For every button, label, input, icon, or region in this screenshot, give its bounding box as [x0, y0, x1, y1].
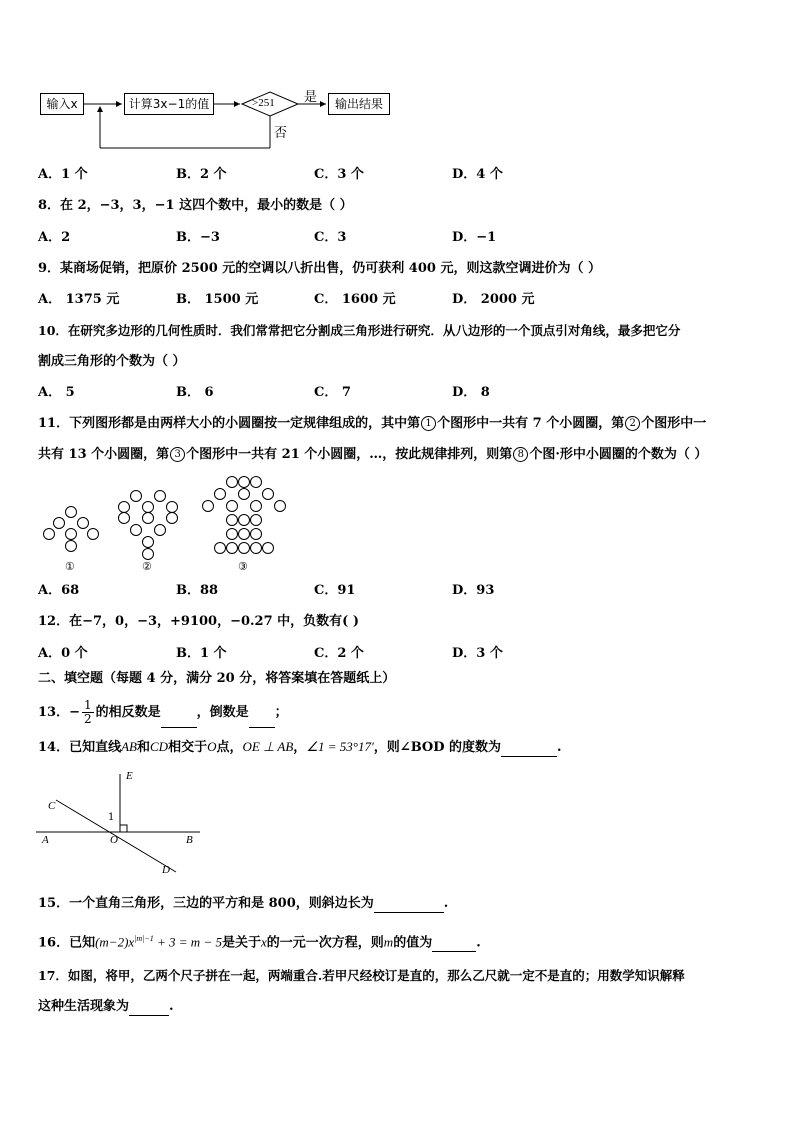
- q16-exponent: |m|−1: [134, 934, 154, 943]
- q11-line2-a: 共有 13 个小圆圈，第: [38, 447, 170, 462]
- q10-option-c: C． 7: [314, 385, 351, 400]
- q16-text-d: 的值为: [393, 935, 433, 951]
- flowchart-input: 输入x: [46, 97, 78, 111]
- q13: [38, 698, 288, 728]
- q14-label-o: O: [110, 834, 118, 846]
- q14-label-e: E: [126, 770, 133, 782]
- q8-option-c: C．3: [314, 230, 347, 245]
- q10-line1: 10．在研究多边形的几何性质时．我们常常把它分割成三角形进行研究．从八边形的一个顶点引对角线，最多把它分: [38, 323, 681, 338]
- q10-line2: 割成三角形的个数为（ ）: [38, 354, 186, 369]
- q14-ab: AB: [121, 739, 137, 754]
- q17-line2: [38, 998, 174, 1016]
- q10-option-b: B． 6: [176, 385, 214, 400]
- q16-text-c: 的一元一次方程，则: [266, 935, 384, 951]
- q14-perp: OE ⊥ AB: [242, 739, 294, 754]
- q8-option-a: A．2: [38, 230, 71, 245]
- q13-blank-2[interactable]: [249, 715, 275, 728]
- q14-text-c: 点，: [216, 740, 243, 755]
- q9-stem: 9．某商场促销，把原价 2500 元的空调以八折出售，仍可获利 400 元，则这款空调进价为（ ）: [38, 261, 601, 276]
- q14-angle: ∠1 = 53°17′: [306, 739, 374, 754]
- q11-circle-pattern-figure: [36, 472, 294, 576]
- q7-option-d: D．4 个: [452, 167, 503, 182]
- q11-line1-b: 个图形中一共有 7 个小圆圈，第: [437, 416, 625, 431]
- q9-option-a: A． 1375 元: [38, 292, 120, 307]
- q11-option-b: B．88: [176, 583, 219, 598]
- q13-fraction: [82, 699, 94, 726]
- flowchart-yes-label: 是: [304, 90, 318, 105]
- q16-expr2: + 3 = m − 5: [153, 934, 222, 950]
- q7-option-b: B．2 个: [176, 167, 227, 182]
- q12-option-b: B．1 个: [176, 646, 227, 661]
- flowchart-output: 输出结果: [334, 97, 383, 111]
- flowchart-output-box: [328, 93, 390, 115]
- q15-end: .: [443, 896, 449, 911]
- q16-expr: (m−2)x: [95, 934, 135, 950]
- q17-end: .: [169, 999, 174, 1014]
- fig-label-1: ①: [65, 560, 75, 573]
- q8-option-d: D．−1: [452, 230, 497, 245]
- circled-number-2: 2: [625, 416, 640, 431]
- q12-option-c: C．2 个: [314, 646, 364, 661]
- q11-option-a: A．68: [38, 583, 80, 598]
- q7-option-a: A．1 个: [38, 167, 88, 182]
- q14-o: O: [207, 739, 217, 754]
- q17-blank[interactable]: [129, 1003, 169, 1016]
- q12-option-d: D．3 个: [452, 646, 503, 661]
- q11-line2-c: 个图·形中小圆圈的个数为（ ）: [529, 447, 708, 462]
- section-2-heading: 二、填空题（每题 4 分，满分 20 分，将答案填在答题纸上）: [38, 671, 396, 686]
- q13-number: 13．: [38, 705, 70, 720]
- q13-frac-den: 2: [84, 712, 92, 726]
- q13-text-c: ；: [274, 705, 288, 720]
- q15-blank[interactable]: [374, 900, 444, 913]
- q11-line1-c: 个图形中一: [641, 416, 707, 431]
- q14-label-b: B: [186, 834, 193, 846]
- flowchart-condition: >251: [252, 97, 275, 109]
- flowchart-compute: 计算3x−1的值: [128, 97, 210, 111]
- q11-line1-a: 11．下列图形都是由两样大小的小圆圈按一定规律组成的，其中第: [38, 416, 421, 431]
- flowchart-input-box: [40, 93, 84, 115]
- q8-option-b: B．−3: [176, 230, 220, 245]
- q16-text-b: 是关于: [221, 935, 261, 951]
- flowchart-compute-box: [124, 93, 214, 115]
- q14-blank[interactable]: [501, 744, 557, 757]
- circled-number-1: 1: [421, 416, 436, 431]
- q15: [38, 895, 448, 913]
- q14-and: 和: [136, 740, 150, 755]
- q9-option-c: C． 1600 元: [314, 292, 396, 307]
- q7-option-c: C．3 个: [314, 167, 364, 182]
- q16-m: m: [383, 934, 394, 950]
- circled-number-3: 3: [170, 447, 185, 462]
- q13-text-a: 的相反数是: [95, 705, 161, 720]
- q11-option-d: D．93: [452, 583, 495, 598]
- q14-text-a: 14．已知直线: [38, 740, 122, 755]
- q11-option-c: C．91: [314, 583, 356, 598]
- q16-x: x: [261, 934, 267, 950]
- q14-text-b: 相交于: [168, 740, 208, 755]
- q14-geometry-figure: [36, 770, 206, 880]
- q10-option-d: D． 8: [452, 385, 490, 400]
- flowchart: [38, 88, 398, 158]
- q13-frac-num: 1: [84, 698, 92, 712]
- q14: 14．已知直线AB和CD相交于O点，OE ⊥ AB，∠1 = 53°17′，则∠BOD 的度数为 .: [38, 739, 562, 755]
- fig-label-3: ③: [238, 560, 248, 573]
- q14-label-d: D: [162, 864, 170, 876]
- q16-text-a: 16．已知: [38, 935, 96, 951]
- q11-line1: [38, 415, 706, 433]
- q10-option-a: A． 5: [38, 385, 75, 400]
- circled-number-8: 8: [513, 447, 528, 462]
- q11-line2: [38, 446, 707, 464]
- q14-lines-svg: [36, 770, 206, 880]
- q16-blank[interactable]: [432, 939, 476, 952]
- q16: [38, 930, 481, 952]
- q13-blank-1[interactable]: [161, 715, 197, 728]
- q11-line2-b: 个图形中一共有 21 个小圆圈，…，按此规律排列，则第: [186, 447, 513, 462]
- q14-label-a: A: [42, 834, 49, 846]
- q17-line1: 17．如图，将甲，乙两个尺子拼在一起，两端重合.若甲尺经校订是直的，那么乙尺就一定不是直的；用数学知识解释: [38, 968, 685, 983]
- q14-text-d: ，则∠BOD 的度数为: [373, 740, 502, 755]
- fig-label-2: ②: [142, 560, 152, 573]
- q15-text: 15．一个直角三角形，三边的平方和是 800，则斜边长为: [38, 896, 374, 911]
- flowchart-no-label: 否: [274, 126, 288, 141]
- q16-end: .: [476, 935, 481, 951]
- q14-cd: CD: [150, 739, 169, 754]
- q17-line2-text: 这种生活现象为: [38, 999, 130, 1014]
- q14-end: .: [557, 740, 562, 755]
- q8-stem: 8．在 2，−3，3，−1 这四个数中，最小的数是（ ）: [38, 198, 353, 213]
- q13-text-b: ，倒数是: [196, 705, 249, 720]
- q14-label-1: 1: [108, 812, 115, 823]
- q12-option-a: A．0 个: [38, 646, 88, 661]
- q13-sign: −: [69, 705, 80, 720]
- q9-option-d: D． 2000 元: [452, 292, 535, 307]
- q9-option-b: B． 1500 元: [176, 292, 259, 307]
- q14-label-c: C: [48, 800, 56, 812]
- q12-stem: 12．在−7，0，−3，+9100，−0.27 中，负数有( ): [38, 614, 359, 629]
